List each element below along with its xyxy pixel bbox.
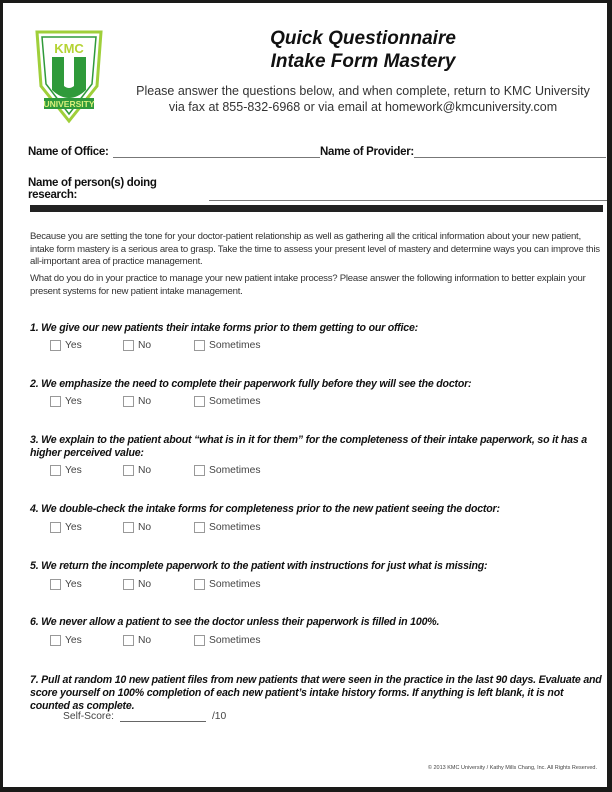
option-label: No [138,579,152,590]
q2-option-no[interactable] [123,396,151,407]
checkbox[interactable] [194,340,205,351]
checkbox[interactable] [50,465,61,476]
kmc-university-logo [34,28,104,124]
option-label: No [138,340,152,351]
checkbox[interactable] [194,396,205,407]
provider-name-label: Name of Provider: [320,146,414,158]
office-name-field[interactable] [28,145,320,158]
option-label: Sometimes [209,340,261,351]
question-1: 1. We give our new patients their intake forms prior to them getting to our office: [30,322,418,334]
instructions-line-1: Please answer the questions below, and when complete, return to KMC University [136,84,590,98]
researcher-name-label: Name of person(s) doing research: [28,177,157,201]
question-3: 3. We explain to the patient about “what is in it for them” for the completeness of their intake paperwork, so it has a higher perceived value: [30,434,587,459]
checkbox[interactable] [50,635,61,646]
option-label: No [138,635,152,646]
option-label: No [138,522,152,533]
option-label: No [138,465,152,476]
option-label: No [138,396,152,407]
option-label: Yes [65,465,82,476]
self-score-suffix: /10 [211,711,227,722]
q5-option-no[interactable] [123,579,151,590]
question-6: 6. We never allow a patient to see the doctor unless their paperwork is filled in 100%. [30,616,440,628]
question-4: 4. We double-check the intake forms for completeness prior to the new patient seeing the doctor: [30,503,500,515]
instructions-line-2: via fax at 855-832-6968 or via email at homework@kmcuniversity.com [168,100,558,114]
checkbox[interactable] [194,635,205,646]
option-label: Sometimes [209,635,261,646]
q5-option-yes[interactable] [50,579,82,590]
option-label: Sometimes [209,396,261,407]
self-score-label: Self-Score: [63,711,114,722]
option-label: Sometimes [209,522,261,533]
researcher-name-field[interactable] [28,177,607,201]
q2-option-yes[interactable] [50,396,82,407]
copyright: © 2013 KMC University / Kathy Mills Chang, Inc. All Rights Reserved. [427,765,597,771]
q6-option-yes[interactable] [50,635,82,646]
question-5: 5. We return the incomplete paperwork to the patient with instructions for just what is missing: [30,560,488,572]
option-label: Yes [65,522,82,533]
checkbox[interactable] [194,465,205,476]
q6-option-sometimes[interactable] [194,635,261,646]
option-label: Yes [65,635,82,646]
office-name-label: Name of Office: [28,146,109,158]
checkbox[interactable] [50,522,61,533]
option-label: Sometimes [209,579,261,590]
checkbox[interactable] [123,635,134,646]
svg-text:KMC: KMC [54,41,84,56]
q2-option-sometimes[interactable] [194,396,261,407]
option-label: Sometimes [209,465,261,476]
self-score-line[interactable] [120,710,206,722]
svg-text:UNIVERSITY: UNIVERSITY [43,99,95,109]
page-title: Quick Questionnaire [270,28,456,49]
section-divider [30,205,603,212]
checkbox[interactable] [123,396,134,407]
checkbox[interactable] [50,396,61,407]
researcher-name-line[interactable] [209,188,607,201]
office-name-line[interactable] [113,145,320,158]
q1-option-no[interactable] [123,340,151,351]
q4-option-sometimes[interactable] [194,522,261,533]
checkbox[interactable] [194,522,205,533]
q4-option-no[interactable] [123,522,151,533]
checkbox[interactable] [123,340,134,351]
self-score-field[interactable] [63,710,226,722]
option-label: Yes [65,396,82,407]
checkbox[interactable] [194,579,205,590]
option-label: Yes [65,340,82,351]
provider-name-line[interactable] [414,145,606,158]
q1-option-sometimes[interactable] [194,340,261,351]
q1-option-yes[interactable] [50,340,82,351]
q3-option-yes[interactable] [50,465,82,476]
option-label: Yes [65,579,82,590]
q3-option-sometimes[interactable] [194,465,261,476]
checkbox[interactable] [50,340,61,351]
q3-option-no[interactable] [123,465,151,476]
question-7: 7. Pull at random 10 new patient files from new patients that were seen in the practice in the last 90 days. Evaluate and score yourself on 100% completion of each new patient’s intake history forms. If anything is left blank, it is not counted as complete. [30,674,602,712]
page-subtitle-title: Intake Form Mastery [270,51,456,72]
checkbox[interactable] [123,465,134,476]
question-2: 2. We emphasize the need to complete their paperwork fully before they will see the doctor: [30,378,472,390]
q6-option-no[interactable] [123,635,151,646]
checkbox[interactable] [123,579,134,590]
intro-paragraph-1: Because you are setting the tone for your doctor-patient relationship as well as gathering all the critical information about your new patient, intake form mastery is a serious area to grasp. Take the time to assess your present level of mastery and determine ways you can improve this all-important area of practice management. [30,231,600,267]
checkbox[interactable] [123,522,134,533]
intro-paragraph-2: What do you do in your practice to manage your new patient intake process? Please answer the following information to better explain your present systems for new patient intake management. [30,273,586,297]
checkbox[interactable] [50,579,61,590]
provider-name-field[interactable] [320,145,606,158]
q5-option-sometimes[interactable] [194,579,261,590]
q4-option-yes[interactable] [50,522,82,533]
form-page [3,3,607,787]
